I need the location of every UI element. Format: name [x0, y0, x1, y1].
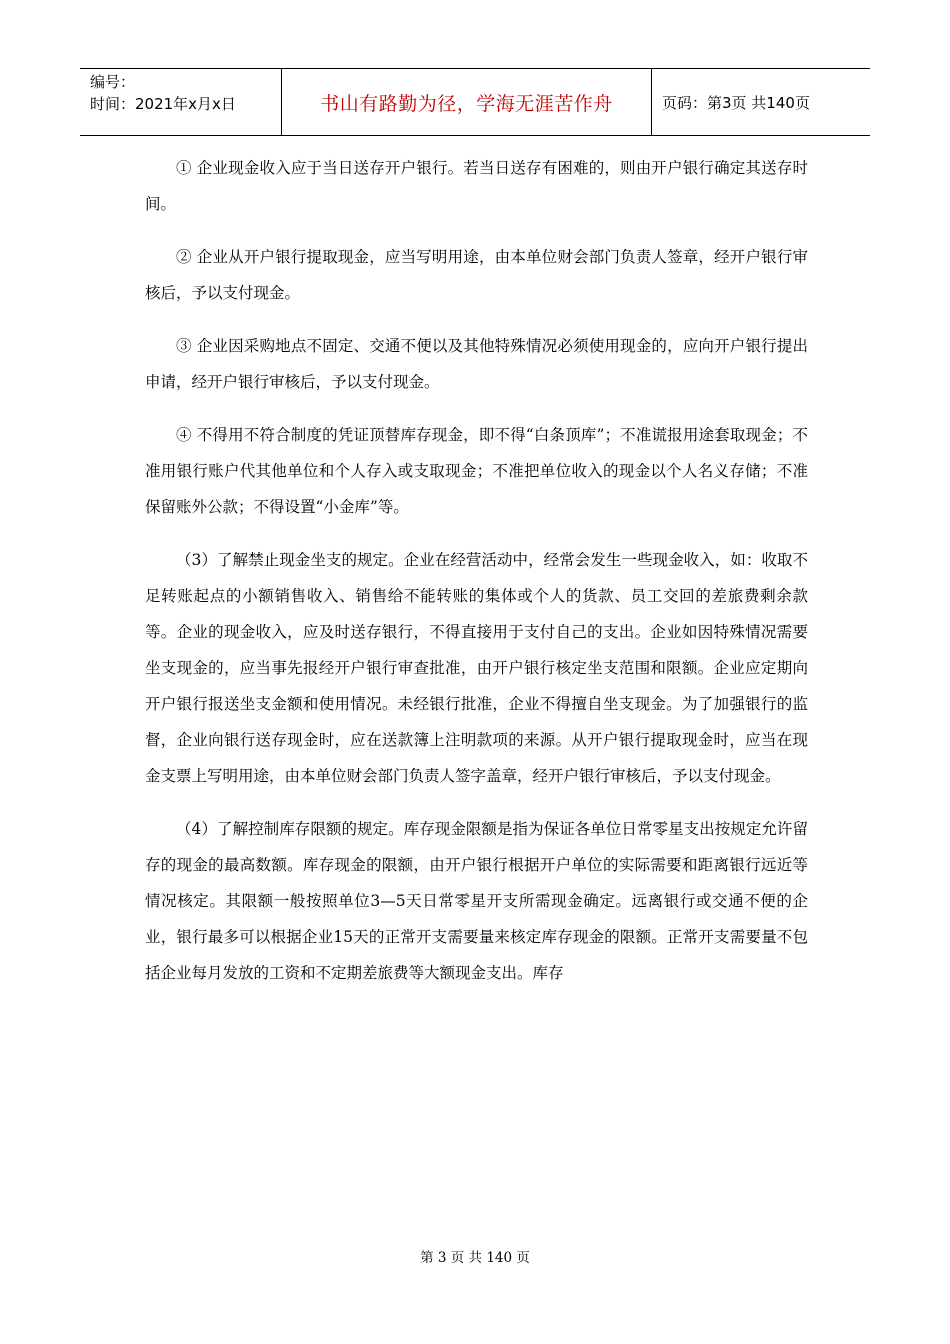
page-header [80, 68, 870, 136]
document-time: 时间：2021年x月x日 [90, 95, 236, 113]
paragraph: （3）了解禁止现金坐支的规定。企业在经营活动中，经常会发生一些现金收入，如：收取不足转账起点的小额销售收入、销售给不能转账的集体或个人的货款、员工交回的差旅费剩余款等。企业的现金收入，应及时送存银行，不得直接用于支付自己的支出。企业如因特殊情况需要坐支现金的，应当事先报经开户银行审查批准，由开户银行核定坐支范围和限额。企业应定期向开户银行报送坐支金额和使用情况。未经银行批准，企业不得擅自坐支现金。为了加强银行的监督，企业向银行送存现金时，应在送款簿上注明款项的来源。从开户银行提取现金时，应当在现金支票上写明用途，由本单位财会部门负责人签字盖章，经开户银行审核后，予以支付现金。 [145, 551, 808, 785]
page-footer: 第 3 页 共 140 页 [420, 1250, 530, 1266]
paragraph: （4）了解控制库存限额的规定。库存现金限额是指为保证各单位日常零星支出按规定允许留存的现金的最高数额。库存现金的限额，由开户银行根据开户单位的实际需要和距离银行远近等情况核定。其限额一般按照单位3—5天日常零星开支所需现金确定。远离银行或交通不便的企业，银行最多可以根据企业15天的正常开支需要量来核定库存现金的限额。正常开支需要量不包括企业每月发放的工资和不定期差旅费等大额现金支出。库存 [145, 820, 808, 982]
header-page-code: 页码：第3页 共140页 [662, 93, 810, 112]
paragraph: ③ 企业因采购地点不固定、交通不便以及其他特殊情况必须使用现金的，应向开户银行提出申请，经开户银行审核后，予以支付现金。 [145, 337, 808, 391]
document-number-label: 编号： [90, 73, 136, 91]
paragraph: ① 企业现金收入应于当日送存开户银行。若当日送存有困难的，则由开户银行确定其送存时间。 [145, 159, 808, 213]
paragraph: ④ 不得用不符合制度的凭证顶替库存现金，即不得“白条顶库”；不准谎报用途套取现金；不准用银行账户代其他单位和个人存入或支取现金；不准把单位收入的现金以个人名义存储；不准保留账外公款；不得设置“小金库”等。 [145, 426, 808, 516]
header-motto: 书山有路勤为径，学海无涯苦作舟 [282, 69, 652, 135]
header-meta [80, 69, 282, 135]
paragraph: ② 企业从开户银行提取现金，应当写明用途，由本单位财会部门负责人签章，经开户银行审核后，予以支付现金。 [145, 248, 808, 302]
document-body [145, 150, 808, 1008]
